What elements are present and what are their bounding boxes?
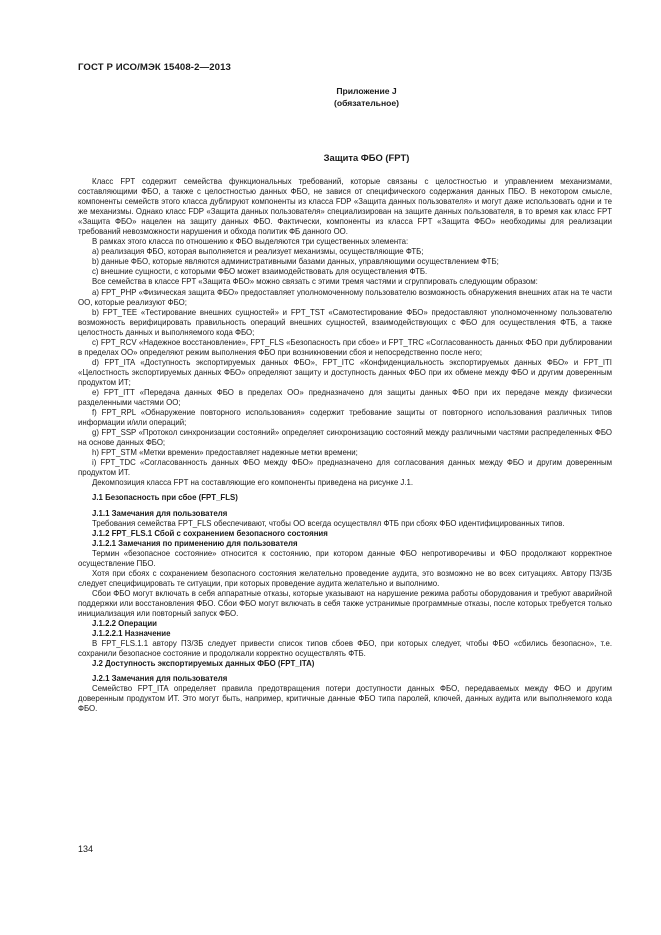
list-item: с) внешние сущности, с которыми ФБО может взаимодействовать для осуществления ФТБ. <box>92 267 428 277</box>
paragraph: Декомпозиция класса FPT на составляющие его компоненты приведена на рисунке J.1. <box>92 478 414 488</box>
heading-j1-2-2-1: J.1.2.2.1 Назначение <box>92 629 171 639</box>
paragraph: Хотя при сбоях с сохранением безопасного состояния желательно проведение аудита, это возможно не во всех ситуациях. Автору ПЗ/ЗБ следует специфицировать те ситуации, при которых проведение аудита желательно и выполнимо. <box>78 568 612 588</box>
appendix-title: Приложение J <box>336 86 397 96</box>
heading-j1: J.1 Безопасность при сбое (FPT_FLS) <box>92 493 238 503</box>
list-item: i) FPT_TDC «Согласованность данных ФБО между ФБО» предназначено для согласования данных между ФБО и другим доверенным продуктом ИТ. <box>78 458 612 478</box>
list-item: d) FPT_ITA «Доступность экспортируемых данных ФБО», FPT_ITC «Конфиденциальность экспортируемых данных ФБО» и FPT_ITI «Целостность экспортируемых данных ФБО» определяют защиту и доступность данных ФБО при их обмене между ФБО и другим доверенным продуктом ИТ; <box>78 357 612 387</box>
list-item: b) данные ФБО, которые являются административными базами данных, управляющими осуществлением ФТБ; <box>92 257 499 267</box>
list-item: с) FPT_RCV «Надежное восстановление», FPT_FLS «Безопасность при сбое» и FPT_TRC «Согласованность данных ФБО при дублировании в пределах ОО» определяют режим выполнения ФБО при возникновении сбоя и непосредственно после него; <box>78 337 612 357</box>
paragraph: Семейство FPT_ITA определяет правила предотвращения потери доступности данных ФБО, передаваемых между ФБО и другим доверенным продуктом ИТ. Это могут быть, например, критичные данные ФБО типа паролей, ключей, данных аудита или выполняемого кода ФБО. <box>78 684 612 714</box>
heading-j1-2-2: J.1.2.2 Операции <box>92 619 157 629</box>
document-header: ГОСТ Р ИСО/МЭК 15408-2—2013 <box>78 62 231 73</box>
list-item: g) FPT_SSP «Протокол синхронизации состояний» определяет синхронизацию состояний между различными частями распределенных ФБО на основе данных ФБО; <box>78 428 612 448</box>
list-item: a) FPT_PHP «Физическая защита ФБО» предоставляет уполномоченному пользователю возможность обнаружения внешних атак на те части ОО, которые реализуют ФБО; <box>78 287 612 307</box>
paragraph: Термин «безопасное состояние» относится к состоянию, при котором данные ФБО непротиворечивы и ФБО продолжают корректное осуществление ПБО. <box>78 548 612 568</box>
document-body <box>78 177 612 714</box>
heading-j1-2-1: J.1.2.1 Замечания по применению для пользователя <box>92 538 298 548</box>
paragraph: В FPT_FLS.1.1 автору ПЗ/ЗБ следует привести список типов сбоев ФБО, при которых следует, чтобы ФБО «сбились безопасно», т.е. сохранили безопасное состояние и продолжали корректно осуществлять ФТБ. <box>78 639 612 659</box>
list-item: а) реализация ФБО, которая выполняется и реализует механизмы, осуществляющие ФТБ; <box>92 247 424 257</box>
list-item: е) FPT_ITT «Передача данных ФБО в пределах ОО» предназначено для защиты данных ФБО при их передаче между физически разделенными частями ОО; <box>78 387 612 408</box>
heading-j2-1: J.2.1 Замечания для пользователя <box>92 674 228 684</box>
heading-j1-1: J.1.1 Замечания для пользователя <box>92 508 228 518</box>
list-item: b) FPT_TEE «Тестирование внешних сущностей» и FPT_TST «Самотестирование ФБО» предоставляют уполномоченному пользователю возможность верифицировать правильность операций внешних сущностей, взаимодействующих с ФБО для осуществления ФТБ, а также целостность данных и выполняемого кода ФБО; <box>78 307 612 337</box>
paragraph: Класс FPT содержит семейства функциональных требований, которые связаны с целостностью и управлением механизмами, составляющими ФБО, а также с целостностью данных ФБО, не завися от специфического содержания данных ПБО. В некотором смысле, компоненты семейств этого класса дублируют компоненты из класса FDP «Защита данных пользователя» и могут даже использовать одни и те же механизмы. Однако класс FDP «Защита данных пользователя» специализирован на защите данных пользователя, в то время как класс FPT «Защита ФБО» нацелен на защиту данных ФБО. Фактически, компоненты из класса FPT «Защита ФБО» необходимы для реализации требований невозможности нарушения и обхода политик ФБ данного ОО. <box>78 177 612 237</box>
page-number: 134 <box>78 844 94 854</box>
paragraph: Требования семейства FPT_FLS обеспечивают, чтобы ОО всегда осуществлял ФТБ при сбоях ФБО идентифицированных типов. <box>92 518 565 528</box>
section-title: Защита ФБО (FPT) <box>323 152 410 163</box>
list-item: h) FPT_STM «Метки времени» предоставляет надежные метки времени; <box>92 448 358 458</box>
paragraph: Сбои ФБО могут включать в себя аппаратные отказы, которые указывают на нарушение режима работы оборудования и требуют аварийной поддержки или восстановления ФБО. Сбои ФБО могут включать в себя также устранимые программные отказы, после которых требуется только инициализация или повторный запуск ФБО. <box>78 588 612 618</box>
appendix-subtitle: (обязательное) <box>333 98 400 108</box>
heading-j1-2: J.1.2 FPT_FLS.1 Сбой с сохранением безопасного состояния <box>92 528 328 538</box>
paragraph: В рамках этого класса по отношению к ФБО выделяются три существенных элемента: <box>92 237 409 247</box>
heading-j2: J.2 Доступность экспортируемых данных ФБО (FPT_ITA) <box>92 659 315 669</box>
list-item: f) FPT_RPL «Обнаружение повторного использования» содержит требование защиты от повторного использования различных типов информации и/или операций; <box>78 408 612 428</box>
paragraph: Все семейства в классе FPT «Защита ФБО» можно связать с этими тремя частями и сгруппировать следующим образом: <box>92 277 538 287</box>
